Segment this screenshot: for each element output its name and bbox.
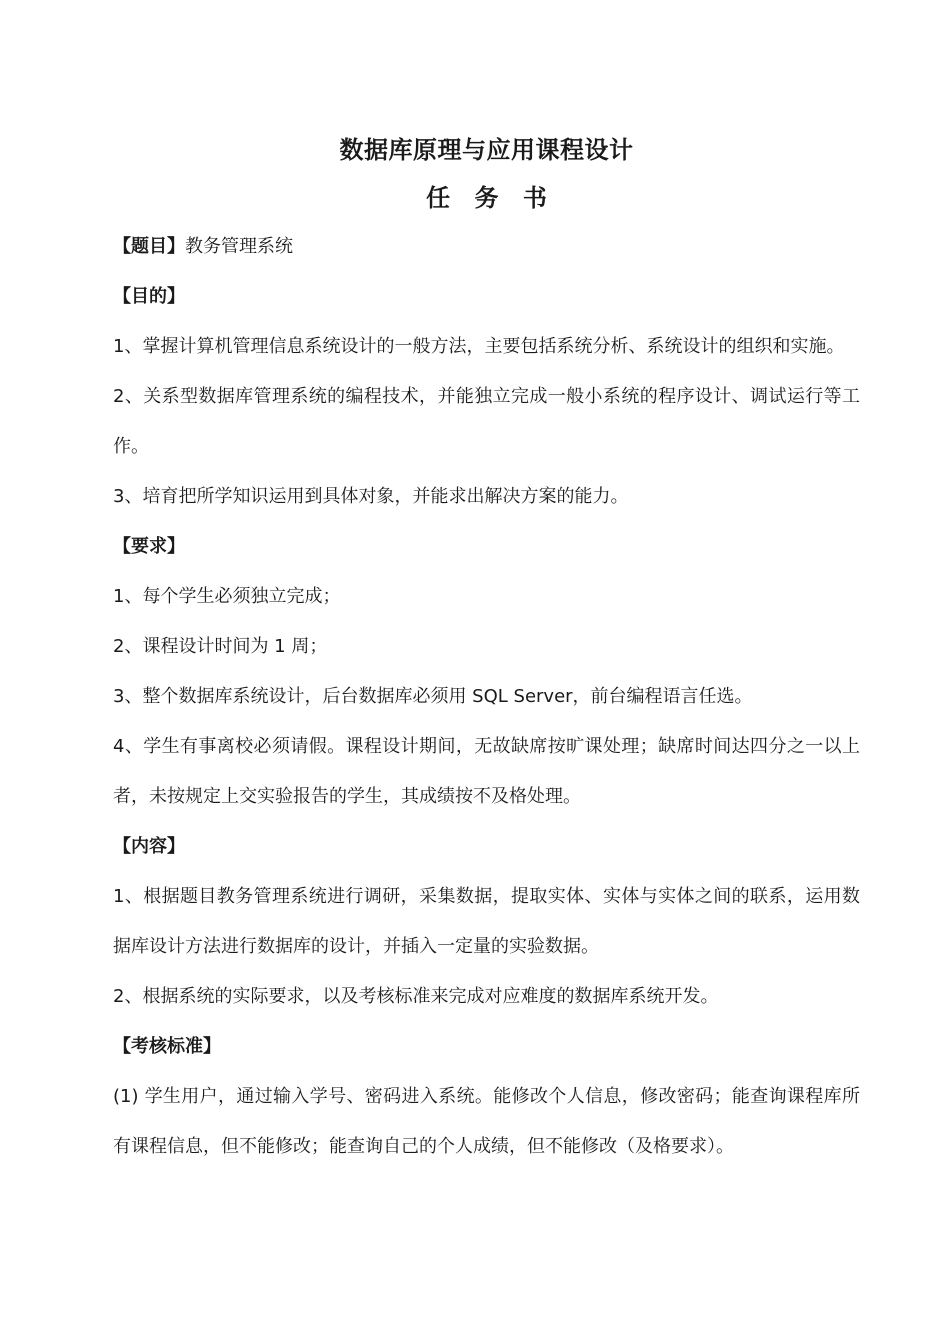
content-item: 1、根据题目教务管理系统进行调研，采集数据，提取实体、实体与实体之间的联系，运用数据库设计方法进行数据库的设计，并插入一定量的实验数据。 (113, 886, 860, 957)
document-title: 数据库原理与应用课程设计 (339, 136, 634, 164)
requirement-item: 3、整个数据库系统设计，后台数据库必须用 SQL Server，前台编程语言任选。 (113, 686, 753, 707)
subtitle-char: 务 (474, 184, 499, 212)
requirements-heading: 【要求】 (113, 536, 185, 557)
requirement-item: 1、每个学生必须独立完成； (113, 586, 341, 607)
document-subtitle (113, 176, 860, 220)
purpose-item: 2、关系型数据库管理系统的编程技术，并能独立完成一般小系统的程序设计、调试运行等工作。 (113, 386, 860, 457)
content-heading: 【内容】 (113, 836, 185, 857)
purpose-item: 1、掌握计算机管理信息系统设计的一般方法，主要包括系统分析、系统设计的组织和实施。 (113, 336, 845, 357)
topic-line (113, 222, 860, 272)
purpose-heading: 【目的】 (113, 286, 185, 307)
requirement-item: 2、课程设计时间为 1 周； (113, 636, 328, 657)
criteria-item: (1) 学生用户，通过输入学号、密码进入系统。能修改个人信息，修改密码；能查询课程库所有课程信息，但不能修改；能查询自己的个人成绩，但不能修改（及格要求）。 (113, 1086, 860, 1157)
content-item: 2、根据系统的实际要求，以及考核标准来完成对应难度的数据库系统开发。 (113, 986, 719, 1007)
topic-label: 【题目】 (113, 236, 185, 257)
subtitle-char: 任 (426, 184, 451, 212)
requirement-item: 4、学生有事离校必须请假。课程设计期间，无故缺席按旷课处理；缺席时间达四分之一以上者，未按规定上交实验报告的学生，其成绩按不及格处理。 (113, 736, 860, 807)
subtitle-char: 书 (522, 184, 547, 212)
purpose-item: 3、培育把所学知识运用到具体对象，并能求出解决方案的能力。 (113, 486, 629, 507)
criteria-heading: 【考核标准】 (113, 1036, 221, 1057)
topic-value: 教务管理系统 (185, 236, 293, 257)
